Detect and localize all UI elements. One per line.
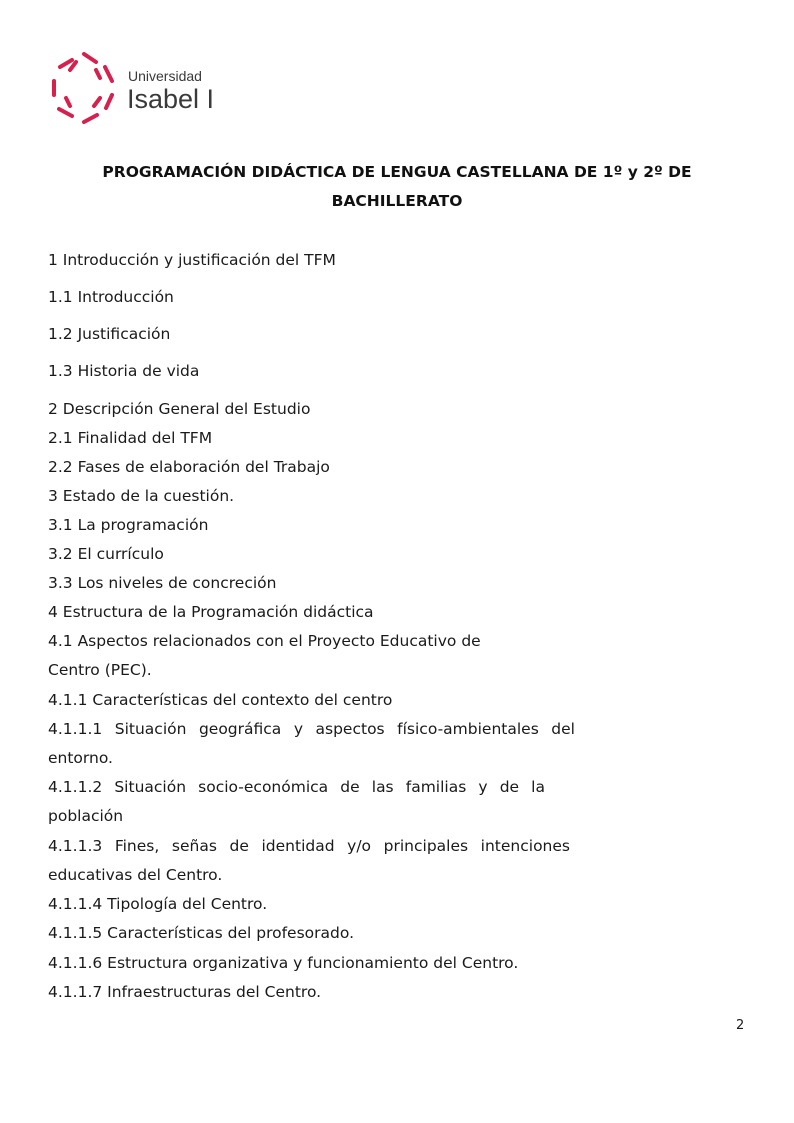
toc-item: 1 Introducción y justificación del TFM — [48, 251, 336, 269]
toc-item: 1.3 Historia de vida — [48, 362, 200, 380]
toc-item: 4.1.1.3 Fines, señas de identidad y/o principales intenciones — [48, 837, 570, 855]
star-logo-icon — [48, 48, 120, 128]
toc-item: población — [48, 807, 124, 825]
toc-item: 3.1 La programación — [48, 516, 209, 534]
toc-item: 1.1 Introducción — [48, 288, 174, 306]
toc-item: 3 Estado de la cuestión. — [48, 487, 235, 505]
toc-item: 4.1.1.4 Tipología del Centro. — [48, 895, 268, 913]
toc-item: 4.1.1.5 Características del profesorado. — [48, 924, 355, 942]
toc-item: 2.1 Finalidad del TFM — [48, 429, 213, 447]
title-line-1: PROGRAMACIÓN DIDÁCTICA DE LENGUA CASTELLANA DE 1º y 2º DE — [102, 163, 692, 181]
title-line-2: BACHILLERATO — [331, 192, 463, 210]
toc-item: 1.2 Justificación — [48, 325, 171, 343]
toc-item: 4 Estructura de la Programación didáctica — [48, 603, 374, 621]
toc-item: 3.2 El currículo — [48, 545, 164, 563]
toc-item: 4.1 Aspectos relacionados con el Proyecto Educativo de — [48, 632, 481, 650]
toc-item: 2.2 Fases de elaboración del Trabajo — [48, 458, 330, 476]
toc-item: educativas del Centro. — [48, 866, 223, 884]
toc-item: 4.1.1.7 Infraestructuras del Centro. — [48, 983, 322, 1001]
university-logo — [48, 48, 228, 128]
page-number: 2 — [736, 1018, 745, 1033]
logo-line-2: Isabel I — [127, 84, 215, 114]
toc-item: 4.1.1.2 Situación socio-económica de las familias y de la — [48, 778, 545, 796]
toc-item: Centro (PEC). — [48, 661, 152, 679]
logo-line-1: Universidad — [128, 68, 202, 84]
toc-item: 2 Descripción General del Estudio — [48, 400, 311, 418]
toc-item: 4.1.1.1 Situación geográfica y aspectos físico-ambientales del — [48, 720, 575, 738]
toc-item: 3.3 Los niveles de concreción — [48, 574, 277, 592]
toc-item: 4.1.1.6 Estructura organizativa y funcionamiento del Centro. — [48, 954, 519, 972]
toc-item: 4.1.1 Características del contexto del centro — [48, 691, 393, 709]
toc-item: entorno. — [48, 749, 113, 767]
document-title — [60, 158, 734, 216]
